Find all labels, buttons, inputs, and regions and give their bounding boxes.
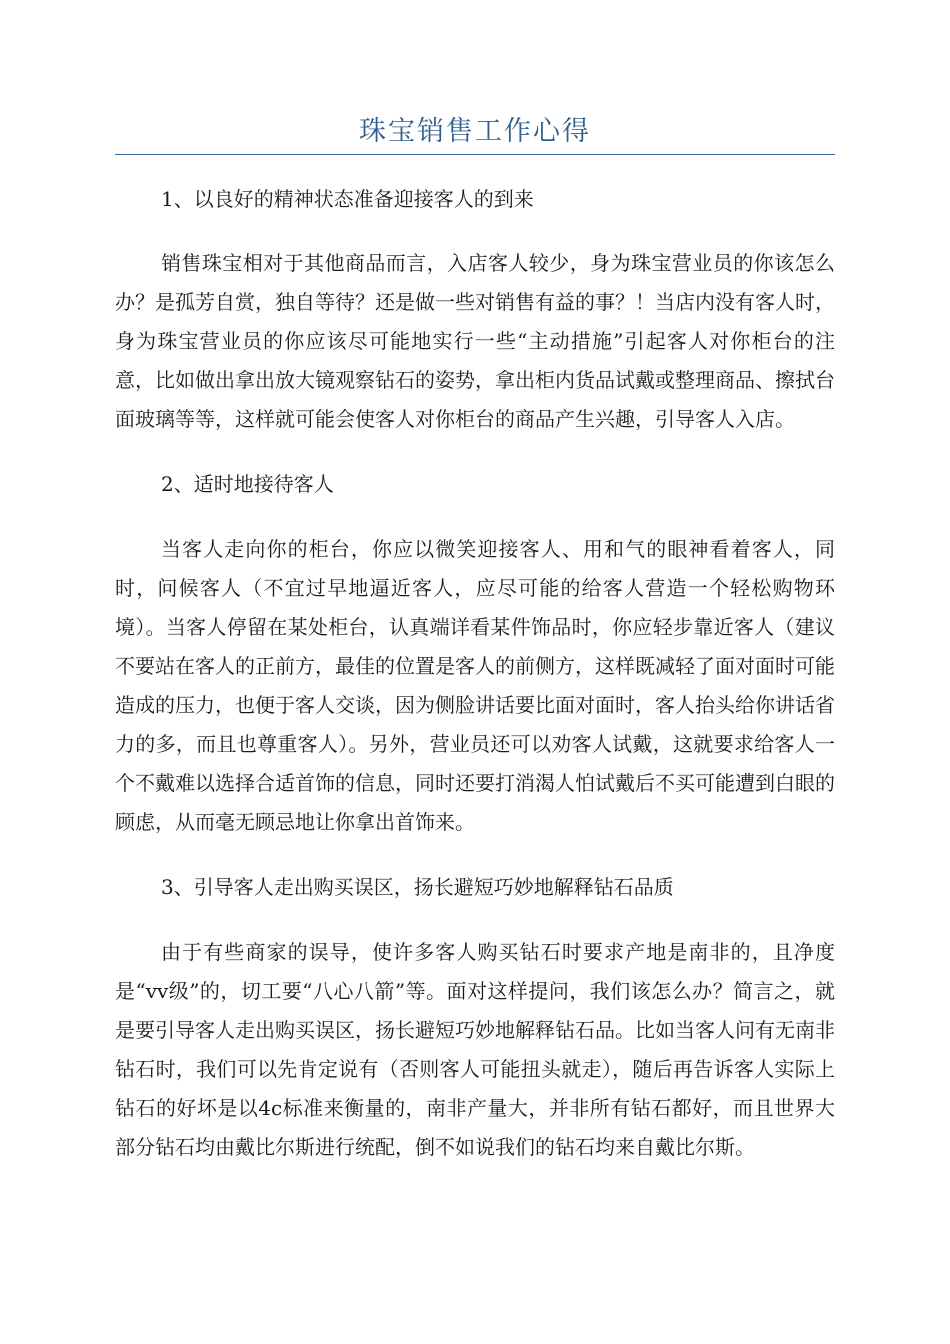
document-page [115,0,835,1344]
section-paragraph-2: 当客人走向你的柜台，你应以微笑迎接客人、用和气的眼神看着客人，同时，问候客人（不宜过早地逼近客人，应尽可能的给客人营造一个轻松购物环境）。当客人停留在某处柜台，认真端详看某件饰品时，你应轻步靠近客人（建议不要站在客人的正前方，最佳的位置是客人的前侧方，这样既减轻了面对面时可能造成的压力，也便于客人交谈，因为侧脸讲话要比面对面时，客人抬头给你讲话省力的多，而且也尊重客人）。另外，营业员还可以劝客人试戴，这就要求给客人一个不戴难以选择合适首饰的信息，同时还要打消渴人怕试戴后不买可能遭到白眼的顾虑，从而毫无顾忌地让你拿出首饰来。 [115,537,835,834]
section-heading-3: 3、引导客人走出购买误区，扬长避短巧妙地解释钻石品质 [161,875,674,899]
document-title: 珠宝销售工作心得 [359,116,591,147]
section-paragraph-3: 由于有些商家的误导，使许多客人购买钻石时要求产地是南非的，且净度是“vv级”的，切工要“八心八箭”等。面对这样提问，我们该怎么办？简言之，就是要引导客人走出购买误区，扬长避短巧妙地解释钻石品。比如当客人问有无南非钻石时，我们可以先肯定说有（否则客人可能扭头就走），随后再告诉客人实际上钻石的好坏是以4c标准来衡量的，南非产量大，并非所有钻石都好，而且世界大部分钻石均由戴比尔斯进行统配，倒不如说我们的钻石均来自戴比尔斯。 [115,940,835,1159]
section-heading-2: 2、适时地接待客人 [161,472,334,496]
section-paragraph-1: 销售珠宝相对于其他商品而言，入店客人较少，身为珠宝营业员的你该怎么办？是孤芳自赏，独自等待？还是做一些对销售有益的事？！当店内没有客人时，身为珠宝营业员的你应该尽可能地实行一些“主动措施”引起客人对你柜台的注意，比如做出拿出放大镜观察钻石的姿势，拿出柜内货品试戴或整理商品、擦拭台面玻璃等等，这样就可能会使客人对你柜台的商品产生兴趣，引导客人入店。 [115,251,835,431]
section-heading-1: 1、以良好的精神状态准备迎接客人的到来 [161,187,534,211]
title-underline [115,154,835,155]
